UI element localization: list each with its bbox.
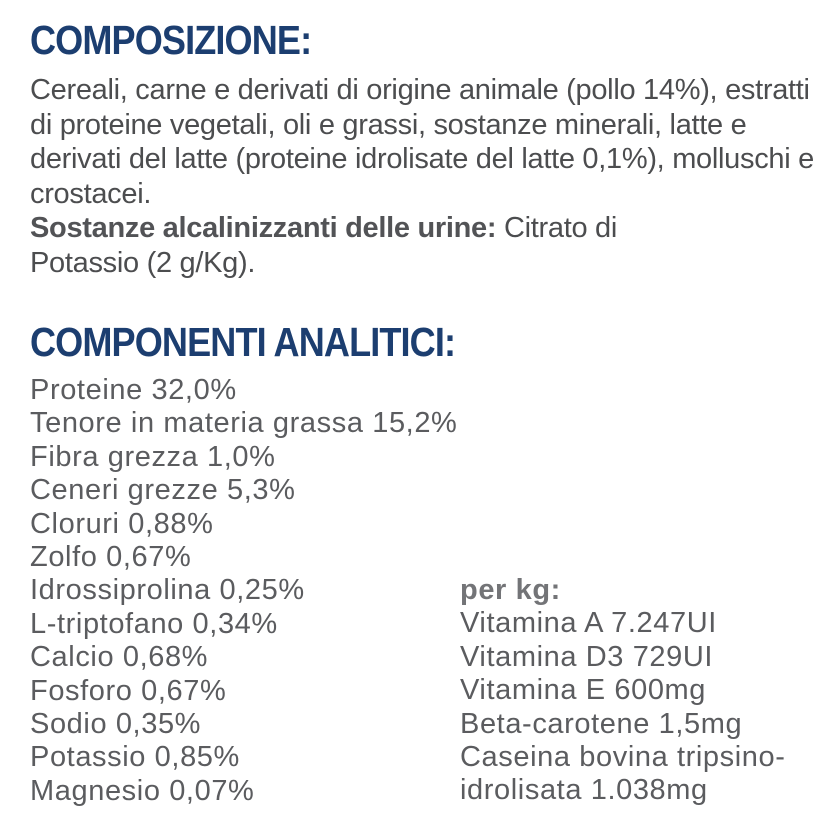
analytic-item-sodio: Sodio 0,35% bbox=[30, 708, 202, 741]
composizione-title: COMPOSIZIONE: bbox=[30, 17, 312, 63]
analytic-item-potassio: Potassio 0,85% bbox=[30, 741, 240, 774]
per-kg-item-beta-carotene: Beta-carotene 1,5mg bbox=[460, 707, 743, 740]
componenti-analitici-title: COMPONENTI ANALITICI: bbox=[30, 319, 456, 365]
per-kg-item-vitamina-e: Vitamina E 600mg bbox=[460, 674, 707, 707]
analytic-components-list bbox=[30, 374, 457, 808]
per-kg-item-vitamina-d3: Vitamina D3 729UI bbox=[460, 640, 714, 673]
composizione-body: Cereali, carne e derivati di origine animale (pollo 14%), estratti di proteine vegetali, oli e grassi, sostanze minerali, latte e derivati del latte (proteine idrolisate del latte 0,1%), molluschi e crostacei. bbox=[30, 74, 814, 210]
per-kg-item-vitamina-a: Vitamina A 7.247UI bbox=[460, 607, 717, 640]
analytic-item-cloruri: Cloruri 0,88% bbox=[30, 507, 214, 540]
analytic-item-calcio: Calcio 0,68% bbox=[30, 641, 209, 674]
analytic-item-fosforo: Fosforo 0,67% bbox=[30, 674, 227, 707]
composizione-section bbox=[30, 73, 820, 281]
analytic-item-l-triptofano: L-triptofano 0,34% bbox=[30, 607, 278, 640]
alkalizing-substances-value: Citrato di Potassio (2 g/Kg). bbox=[30, 212, 618, 279]
per-kg-column bbox=[460, 574, 824, 808]
alkalizing-substances-label: Sostanze alcalinizzanti delle urine: bbox=[30, 212, 497, 245]
alkalizing-substances-line bbox=[30, 211, 685, 280]
analytic-item-zolfo: Zolfo 0,67% bbox=[30, 541, 192, 574]
analytic-item-fibra-grezza: Fibra grezza 1,0% bbox=[30, 440, 276, 473]
per-kg-label: per kg: bbox=[460, 574, 561, 606]
analytic-item-magnesio: Magnesio 0,07% bbox=[30, 774, 255, 807]
analytic-item-ceneri-grezze: Ceneri grezze 5,3% bbox=[30, 474, 296, 507]
analytic-item-idrossiprolina: Idrossiprolina 0,25% bbox=[30, 574, 305, 607]
analytic-item-proteine: Proteine 32,0% bbox=[30, 374, 237, 406]
per-kg-item-caseina-bovina: Caseina bovina tripsino-idrolisata 1.038mg bbox=[460, 741, 786, 807]
analytic-item-materia-grassa: Tenore in materia grassa 15,2% bbox=[30, 407, 458, 440]
